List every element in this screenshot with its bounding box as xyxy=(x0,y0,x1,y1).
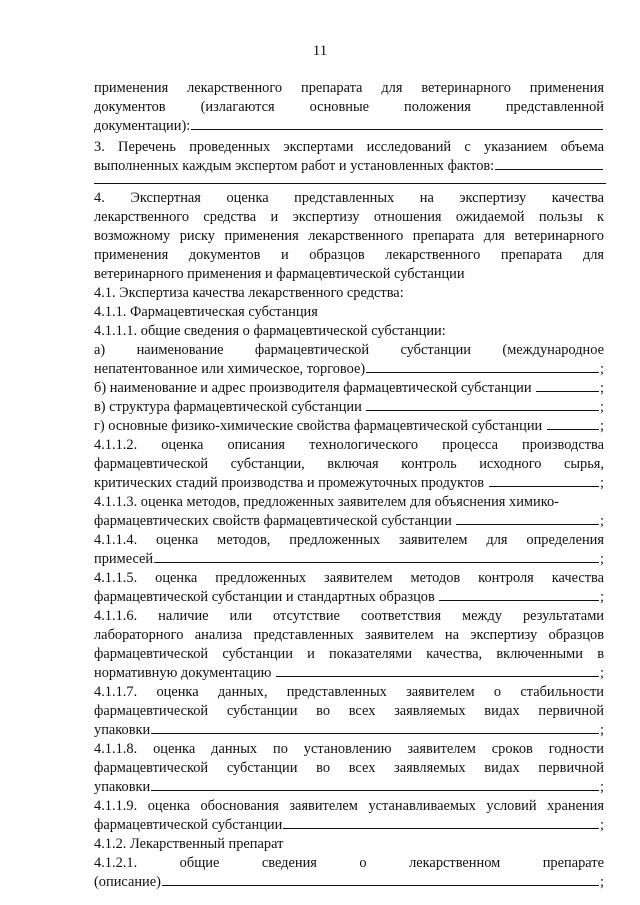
fill-line: в) структура фармацевтической субстанции ; xyxy=(94,399,604,415)
fill-line-text: фармацевтических свойств фармацевтической субстанции xyxy=(94,513,456,529)
fill-line-text: б) наименование и адрес производителя фармацевтической субстанции xyxy=(94,380,536,396)
text-line: 4. Экспертная оценка представленных на экспертизу качества xyxy=(94,190,604,206)
blank-underline[interactable] xyxy=(191,129,603,130)
blank-underline[interactable] xyxy=(151,733,599,734)
fill-line-text: упаковки xyxy=(94,779,151,795)
blank-rule-line[interactable] xyxy=(94,183,606,184)
blank-underline[interactable] xyxy=(366,372,599,373)
blank-underline[interactable] xyxy=(366,410,599,411)
text-line: 4.1.1.4. оценка методов, предложенных заявителем для определения xyxy=(94,532,604,548)
fill-line: упаковки ; xyxy=(94,779,604,795)
text-line: 4.1.1.6. наличие или отсутствие соответствия между результатами xyxy=(94,608,604,624)
fill-line: нормативную документацию ; xyxy=(94,665,604,681)
fill-line: фармацевтической субстанции ; xyxy=(94,817,604,833)
text-line: 4.1.1.7. оценка данных, представленных заявителем о стабильности xyxy=(94,684,604,700)
blank-underline[interactable] xyxy=(151,790,599,791)
text-line: фармацевтической субстанции во всех заявляемых видах первичной xyxy=(94,703,604,719)
fill-line: б) наименование и адрес производителя фармацевтической субстанции ; xyxy=(94,380,604,396)
fill-line xyxy=(94,118,604,134)
text-line: 4.1.1.8. оценка данных по установлению заявителем сроков годности xyxy=(94,741,604,757)
text-line: 3. Перечень проведенных экспертами исследований с указанием объема xyxy=(94,139,604,155)
fill-line-text: непатентованное или химическое, торговое) xyxy=(94,361,366,377)
fill-line-text: примесей xyxy=(94,551,154,567)
fill-line: непатентованное или химическое, торговое) ; xyxy=(94,361,604,377)
fill-line: г) основные физико-химические свойства фармацевтической субстанции ; xyxy=(94,418,604,434)
text-line: 4.1.2.1. общие сведения о лекарственном препарате xyxy=(94,855,604,871)
blank-underline[interactable] xyxy=(456,524,599,525)
fill-line: фармацевтических свойств фармацевтической субстанции ; xyxy=(94,513,604,529)
fill-line: упаковки ; xyxy=(94,722,604,738)
fill-line-text: фармацевтической субстанции и стандартных образцов xyxy=(94,589,439,605)
fill-line: критических стадий производства и промежуточных продуктов ; xyxy=(94,475,604,491)
fill-line: (описание) ; xyxy=(94,874,604,890)
text-line: применения лекарственного препарата для ветеринарного применения xyxy=(94,80,604,96)
text-line: 4.1.2. Лекарственный препарат xyxy=(94,836,284,852)
fill-line-text: (описание) xyxy=(94,874,161,890)
fill-line-text: в) структура фармацевтической субстанции xyxy=(94,399,366,415)
text-line: 4.1. Экспертиза качества лекарственного средства: xyxy=(94,285,404,301)
text-line: фармацевтической субстанции, включая контроль исходного сырья, xyxy=(94,456,604,472)
text-line: применения документов и образцов лекарственного препарата для xyxy=(94,247,604,263)
fill-line-text: выполненных каждым экспертом работ и установленных фактов: xyxy=(94,158,495,174)
text-line: 4.1.1.3. оценка методов, предложенных заявителем для объяснения химико- xyxy=(94,494,559,510)
fill-line: фармацевтической субстанции и стандартных образцов ; xyxy=(94,589,604,605)
text-line: лекарственного средства и экспертизу отношения ожидаемой пользы к xyxy=(94,209,604,225)
fill-line-text: документации): xyxy=(94,118,191,134)
text-line: возможному риску применения лекарственного препарата для ветеринарного xyxy=(94,228,604,244)
blank-underline[interactable] xyxy=(547,429,599,430)
fill-line-text: нормативную документацию xyxy=(94,665,276,681)
text-line: 4.1.1.1. общие сведения о фармацевтической субстанции: xyxy=(94,323,446,339)
fill-line-text: фармацевтической субстанции xyxy=(94,817,283,833)
page-number: 11 xyxy=(312,43,328,59)
blank-underline[interactable] xyxy=(162,885,599,886)
fill-line: примесей ; xyxy=(94,551,604,567)
fill-line-text: упаковки xyxy=(94,722,151,738)
text-line: лабораторного анализа представленных заявителем на экспертизу образцов xyxy=(94,627,604,643)
text-line: ветеринарного применения и фармацевтической субстанции xyxy=(94,266,465,282)
text-line: а) наименование фармацевтической субстанции (международное xyxy=(94,342,604,358)
fill-line-text: г) основные физико-химические свойства фармацевтической субстанции xyxy=(94,418,546,434)
text-line: 4.1.1. Фармацевтическая субстанция xyxy=(94,304,318,320)
text-line: 4.1.1.9. оценка обоснования заявителем устанавливаемых условий хранения xyxy=(94,798,604,814)
text-line: фармацевтической субстанции во всех заявляемых видах первичной xyxy=(94,760,604,776)
text-line: 4.1.1.5. оценка предложенных заявителем методов контроля качества xyxy=(94,570,604,586)
blank-underline[interactable] xyxy=(283,828,599,829)
text-line: фармацевтической субстанции и показателями качества, включенными в xyxy=(94,646,604,662)
blank-underline[interactable] xyxy=(439,600,599,601)
text-line: документов (излагаются основные положения представленной xyxy=(94,99,604,115)
blank-underline[interactable] xyxy=(489,486,599,487)
fill-line xyxy=(94,158,604,174)
blank-underline[interactable] xyxy=(276,676,599,677)
blank-underline[interactable] xyxy=(495,169,603,170)
text-line: 4.1.1.2. оценка описания технологического процесса производства xyxy=(94,437,604,453)
blank-underline[interactable] xyxy=(154,562,599,563)
fill-line-text: критических стадий производства и промежуточных продуктов xyxy=(94,475,488,491)
blank-underline[interactable] xyxy=(536,391,599,392)
